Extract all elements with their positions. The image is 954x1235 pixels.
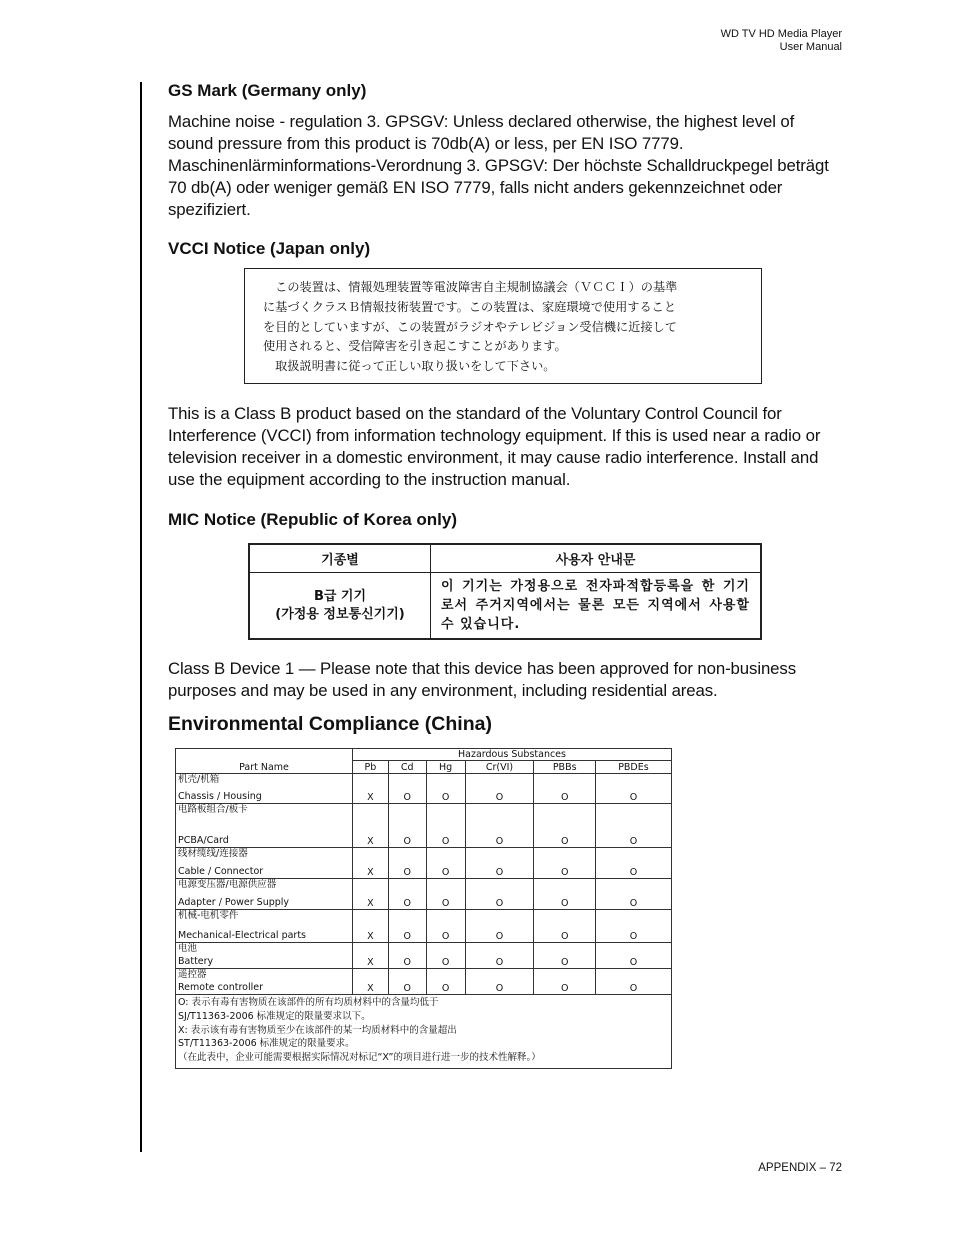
part-name-cn: 电源变压器/电源供应器	[178, 879, 277, 890]
part-name-cell	[176, 910, 353, 943]
col-header: Pb	[353, 761, 389, 774]
table-notes	[176, 995, 672, 1069]
part-name-en: Remote controller	[178, 982, 263, 993]
hazardous-substances-table	[175, 748, 672, 1069]
part-name-cell	[176, 943, 353, 969]
vcci-heading: VCCI Notice (Japan only)	[168, 239, 371, 258]
substance-mark: X	[353, 943, 389, 969]
table-row	[176, 879, 672, 910]
vcci-japanese-notice	[244, 268, 762, 384]
table-row	[176, 910, 672, 943]
substance-mark: O	[465, 943, 534, 969]
substance-mark: O	[388, 804, 426, 848]
part-name-cell	[176, 848, 353, 879]
part-name-en: Mechanical-Electrical parts	[178, 930, 306, 941]
col-header: PBDEs	[595, 761, 671, 774]
vcci-english	[168, 403, 843, 491]
vcci-paragraph: This is a Class B product based on the standard of the Voluntary Control Council for Interference (VCCI) from information technology equipment. If this is used near a radio or television receiver in a domestic environment, it may cause radio interference. Install and use the equipment according to the instruction manual.	[168, 404, 821, 489]
jp-line: この装置は、情報処理装置等電波障害自主規制協議会（ＶＣＣＩ）の基準	[263, 280, 678, 294]
gs-paragraph: Machine noise - regulation 3. GPSGV: Unless declared otherwise, the highest level of sound pressure from this product is 70db(A) or less, per EN ISO 7779. Maschinenlärminformations-Verordnung 3. GPSGV: Der höchste Schalldruckpegel beträgt 70 db(A) oder weniger gemäß EN ISO 7779, falls nicht anders gekennzeichnet oder spezifiziert.	[168, 112, 829, 219]
substance-mark: O	[388, 879, 426, 910]
mic-section	[168, 509, 843, 531]
note-line: （在此表中，企业可能需要根据实际情况对标记“X”的项目进行进一步的技术性解释。）	[178, 1052, 541, 1064]
part-name-cn: 遥控器	[178, 969, 207, 980]
kr-class-line1: B급 기기	[313, 588, 367, 604]
jp-line: を目的としていますが、この装置がラジオやテレビジョン受信機に近接して	[263, 319, 677, 334]
substance-mark: O	[595, 969, 671, 995]
vcci-section	[168, 238, 843, 260]
substance-mark: O	[595, 943, 671, 969]
kr-guide-cell: 이 기기는 가정용으로 전자파적합등록을 한 기기로서 주거지역에서는 물론 모든 지역에서 사용할 수 있습니다.	[431, 573, 762, 640]
substance-mark: O	[426, 774, 465, 804]
table-row	[176, 943, 672, 969]
gs-section	[168, 80, 843, 221]
part-name-cell	[176, 969, 353, 995]
gs-heading: GS Mark (Germany only)	[168, 81, 367, 100]
table-row	[176, 969, 672, 995]
page-header	[721, 28, 842, 54]
part-name-cn: 机械-电机零件	[178, 910, 239, 921]
mic-heading: MIC Notice (Republic of Korea only)	[168, 510, 458, 529]
manual-title: WD TV HD Media Player	[720, 28, 842, 40]
substance-mark: O	[388, 943, 426, 969]
substance-mark: X	[353, 774, 389, 804]
note-line: SJ/T11363-2006 标准规定的限量要求以下。	[178, 1010, 371, 1022]
substance-mark: O	[534, 804, 595, 848]
col-header: Cd	[388, 761, 426, 774]
part-name-header: Part Name	[176, 749, 353, 774]
part-name-cn: 电路板组合/板卡	[178, 804, 248, 815]
substance-mark: X	[353, 804, 389, 848]
part-name-en: Chassis / Housing	[178, 791, 262, 802]
substance-mark: O	[388, 969, 426, 995]
substance-mark: X	[353, 879, 389, 910]
kr-class-cell	[249, 573, 431, 640]
note-line: ST/T11363-2006 标准规定的限量要求。	[178, 1038, 355, 1050]
note-line: O: 表示有毒有害物质在该部件的所有均质材料中的含量均低于	[178, 997, 439, 1008]
kr-header-type: 기종별	[249, 544, 431, 573]
part-name-cell	[176, 774, 353, 804]
part-name-cn: 线材缆线/连接器	[178, 848, 248, 859]
kr-header-guide: 사용자 안내문	[431, 544, 762, 573]
part-name-en: Battery	[178, 956, 214, 967]
mic-korean-table	[248, 543, 762, 640]
kr-class-line2: (가정용 정보통신기기)	[275, 606, 405, 622]
substance-mark: O	[534, 969, 595, 995]
substance-mark: O	[465, 774, 534, 804]
table-row	[176, 774, 672, 804]
jp-line: に基づくクラスＢ情報技術装置です。この装置は、家庭環境で使用すること	[263, 299, 677, 314]
substance-mark: O	[426, 969, 465, 995]
note-line: X: 表示该有毒有害物质至少在该部件的某一均质材料中的含量超出	[178, 1024, 457, 1036]
substance-mark: X	[353, 969, 389, 995]
substance-mark: O	[534, 910, 595, 943]
substance-mark: O	[388, 774, 426, 804]
substance-mark: O	[534, 943, 595, 969]
manual-subtitle: User Manual	[779, 41, 842, 53]
substance-mark: O	[426, 879, 465, 910]
substance-mark: O	[465, 879, 534, 910]
part-name-cn: 机壳/机箱	[178, 774, 220, 785]
substance-mark: O	[465, 969, 534, 995]
env-section	[168, 712, 843, 736]
mic-english	[168, 658, 843, 702]
env-heading: Environmental Compliance (China)	[168, 713, 492, 735]
part-name-en: Adapter / Power Supply	[178, 897, 290, 908]
table-row	[176, 848, 672, 879]
col-header: Hg	[426, 761, 465, 774]
substance-mark: O	[534, 879, 595, 910]
substance-mark: O	[426, 910, 465, 943]
substance-mark: X	[353, 910, 389, 943]
substance-mark: O	[595, 804, 671, 848]
substance-mark: O	[595, 774, 671, 804]
substance-mark: O	[534, 848, 595, 879]
substance-mark: O	[465, 848, 534, 879]
substance-mark: O	[465, 804, 534, 848]
mic-paragraph: Class B Device 1 — Please note that this device has been approved for non-business purposes and may be used in any environment, including residential areas.	[168, 659, 796, 700]
jp-line: 取扱説明書に従って正しい取り扱いをして下さい。	[263, 359, 556, 374]
substance-mark: X	[353, 848, 389, 879]
table-row	[176, 804, 672, 848]
part-name-cn: 电池	[178, 943, 198, 954]
substance-mark: O	[595, 910, 671, 943]
part-name-en: Cable / Connector	[178, 866, 264, 877]
substance-mark: O	[388, 848, 426, 879]
substance-mark: O	[534, 774, 595, 804]
part-name-cell	[176, 804, 353, 848]
substance-mark: O	[426, 848, 465, 879]
substance-mark: O	[426, 943, 465, 969]
substance-mark: O	[595, 848, 671, 879]
col-header: PBBs	[534, 761, 595, 774]
col-header: Cr(VI)	[465, 761, 534, 774]
substance-mark: O	[388, 910, 426, 943]
substance-mark: O	[426, 804, 465, 848]
margin-rule	[140, 82, 142, 1152]
jp-line: 使用されると、受信障害を引き起こすことがあります。	[263, 339, 567, 354]
substance-mark: O	[465, 910, 534, 943]
page-footer: APPENDIX – 72	[758, 1162, 842, 1174]
part-name-en: PCBA/Card	[178, 835, 229, 846]
hazardous-header: Hazardous Substances	[353, 749, 672, 761]
substance-mark: O	[595, 879, 671, 910]
part-name-cell	[176, 879, 353, 910]
